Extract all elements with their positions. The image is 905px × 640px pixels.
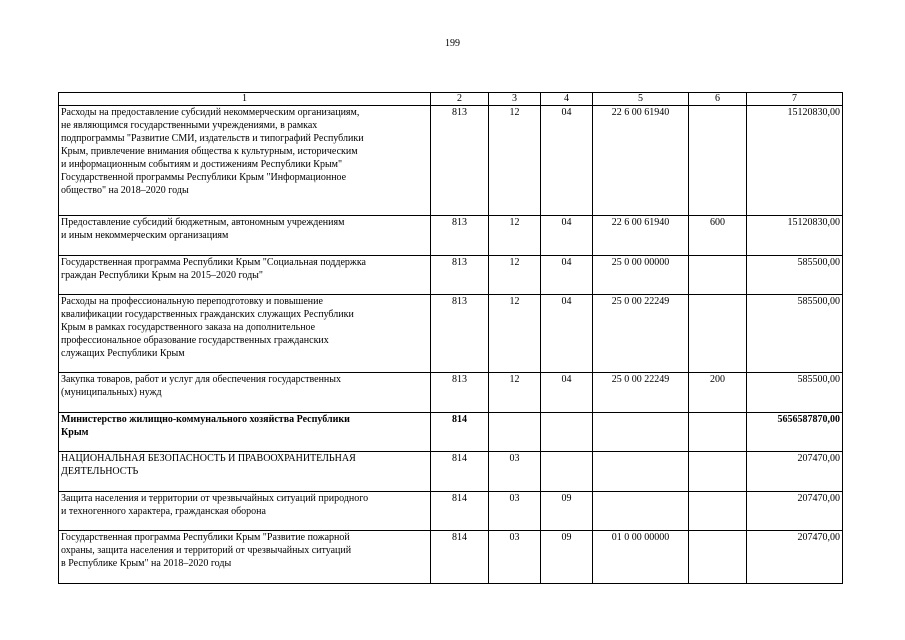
table-row [59, 106, 843, 216]
row-name-line: Министерство жилищно-коммунального хозяйства Республики [61, 414, 350, 425]
row-name-line: Расходы на профессиональную переподготовку и повышение [61, 296, 323, 307]
expense-type-code [689, 452, 747, 492]
row-name [59, 492, 431, 531]
table-row [59, 373, 843, 413]
row-name-line: не являющимся государственными учреждениями, в рамках [61, 120, 318, 131]
section-code: 12 [489, 295, 541, 373]
expense-type-code: 200 [689, 373, 747, 413]
row-name-line: (муниципальных) нужд [61, 387, 162, 398]
row-name-line: Государственной программы Республики Крым "Информационное [61, 172, 347, 183]
row-name-line: Закупка товаров, работ и услуг для обеспечения государственных [61, 374, 342, 385]
row-name-line: НАЦИОНАЛЬНАЯ БЕЗОПАСНОСТЬ И ПРАВООХРАНИТЕЛЬНАЯ [61, 453, 356, 464]
row-name-line: охраны, защита населения и территорий от чрезвычайных ситуаций [61, 545, 352, 556]
row-name [59, 256, 431, 295]
target-article-code [593, 492, 689, 531]
expense-type-code [689, 492, 747, 531]
target-article-code: 25 0 00 00000 [593, 256, 689, 295]
table-row [59, 216, 843, 256]
amount: 15120830,00 [747, 106, 843, 216]
row-name-line: Защита населения и территории от чрезвычайных ситуаций природного [61, 493, 369, 504]
row-name-line: и техногенного характера, гражданская оборона [61, 506, 266, 517]
section-code: 12 [489, 106, 541, 216]
page-number: 199 [445, 38, 460, 49]
table-row [59, 452, 843, 492]
amount: 585500,00 [747, 373, 843, 413]
column-header-2: 2 [431, 93, 489, 106]
subsection-code: 09 [541, 531, 593, 584]
row-name-line: ДЕЯТЕЛЬНОСТЬ [61, 466, 139, 477]
row-name-line: подпрограммы "Развитие СМИ, издательств и типографий Республики [61, 133, 364, 144]
row-name-line: граждан Республики Крым на 2015–2020 годы" [61, 270, 263, 281]
column-header-4: 4 [541, 93, 593, 106]
section-code: 03 [489, 452, 541, 492]
subsection-code [541, 413, 593, 452]
row-name-line: и иным некоммерческим организациям [61, 230, 229, 241]
row-name-line: Крым, привлечение внимания общества к культурным, историческим [61, 146, 358, 157]
row-name-line: квалификации государственных гражданских служащих Республики [61, 309, 354, 320]
row-name-line: Расходы на предоставление субсидий некоммерческим организациям, [61, 107, 360, 118]
row-name [59, 373, 431, 413]
subsection-code: 04 [541, 256, 593, 295]
column-header-6: 6 [689, 93, 747, 106]
row-name-line: Государственная программа Республики Крым "Развитие пожарной [61, 532, 350, 543]
subsection-code: 04 [541, 216, 593, 256]
table-body [59, 106, 843, 584]
subsection-code: 04 [541, 106, 593, 216]
expense-type-code [689, 106, 747, 216]
row-name-line: в Республике Крым" на 2018–2020 годы [61, 558, 232, 569]
amount: 207470,00 [747, 531, 843, 584]
row-name [59, 413, 431, 452]
expense-type-code [689, 256, 747, 295]
ministry-code: 813 [431, 216, 489, 256]
table-row [59, 295, 843, 373]
target-article-code: 22 6 00 61940 [593, 106, 689, 216]
column-header-3: 3 [489, 93, 541, 106]
target-article-code [593, 452, 689, 492]
column-header-5: 5 [593, 93, 689, 106]
amount: 15120830,00 [747, 216, 843, 256]
target-article-code: 25 0 00 22249 [593, 295, 689, 373]
subsection-code: 04 [541, 295, 593, 373]
amount: 207470,00 [747, 492, 843, 531]
ministry-code: 814 [431, 413, 489, 452]
row-name-line: Предоставление субсидий бюджетным, автономным учреждениям [61, 217, 345, 228]
subsection-code: 04 [541, 373, 593, 413]
budget-table [58, 92, 843, 584]
target-article-code: 22 6 00 61940 [593, 216, 689, 256]
row-name-line: Государственная программа Республики Крым "Социальная поддержка [61, 257, 366, 268]
amount: 207470,00 [747, 452, 843, 492]
expense-type-code [689, 413, 747, 452]
target-article-code: 01 0 00 00000 [593, 531, 689, 584]
row-name [59, 531, 431, 584]
column-header-7: 7 [747, 93, 843, 106]
ministry-code: 813 [431, 256, 489, 295]
row-name-line: Крым в рамках государственного заказа на дополнительное [61, 322, 316, 333]
section-code [489, 413, 541, 452]
ministry-code: 814 [431, 531, 489, 584]
column-header-1: 1 [59, 93, 431, 106]
target-article-code: 25 0 00 22249 [593, 373, 689, 413]
amount: 5656587870,00 [747, 413, 843, 452]
amount: 585500,00 [747, 295, 843, 373]
row-name-line: общество" на 2018–2020 годы [61, 185, 189, 196]
row-name-line: профессиональное образование государственных гражданских [61, 335, 329, 346]
subsection-code [541, 452, 593, 492]
amount: 585500,00 [747, 256, 843, 295]
table-row [59, 531, 843, 584]
expense-type-code [689, 531, 747, 584]
row-name [59, 216, 431, 256]
target-article-code [593, 413, 689, 452]
table-row [59, 492, 843, 531]
ministry-code: 814 [431, 492, 489, 531]
ministry-code: 814 [431, 452, 489, 492]
ministry-code: 813 [431, 106, 489, 216]
row-name [59, 295, 431, 373]
section-code: 12 [489, 216, 541, 256]
section-code: 03 [489, 531, 541, 584]
expense-type-code: 600 [689, 216, 747, 256]
row-name-line: Крым [61, 427, 89, 438]
table-row [59, 413, 843, 452]
table-row [59, 256, 843, 295]
section-code: 03 [489, 492, 541, 531]
row-name-line: служащих Республики Крым [61, 348, 185, 359]
ministry-code: 813 [431, 295, 489, 373]
section-code: 12 [489, 256, 541, 295]
row-name [59, 452, 431, 492]
column-number-row [59, 93, 843, 106]
subsection-code: 09 [541, 492, 593, 531]
expense-type-code [689, 295, 747, 373]
row-name [59, 106, 431, 216]
section-code: 12 [489, 373, 541, 413]
ministry-code: 813 [431, 373, 489, 413]
row-name-line: и информационным событиям и достижениям Республики Крым" [61, 159, 343, 170]
